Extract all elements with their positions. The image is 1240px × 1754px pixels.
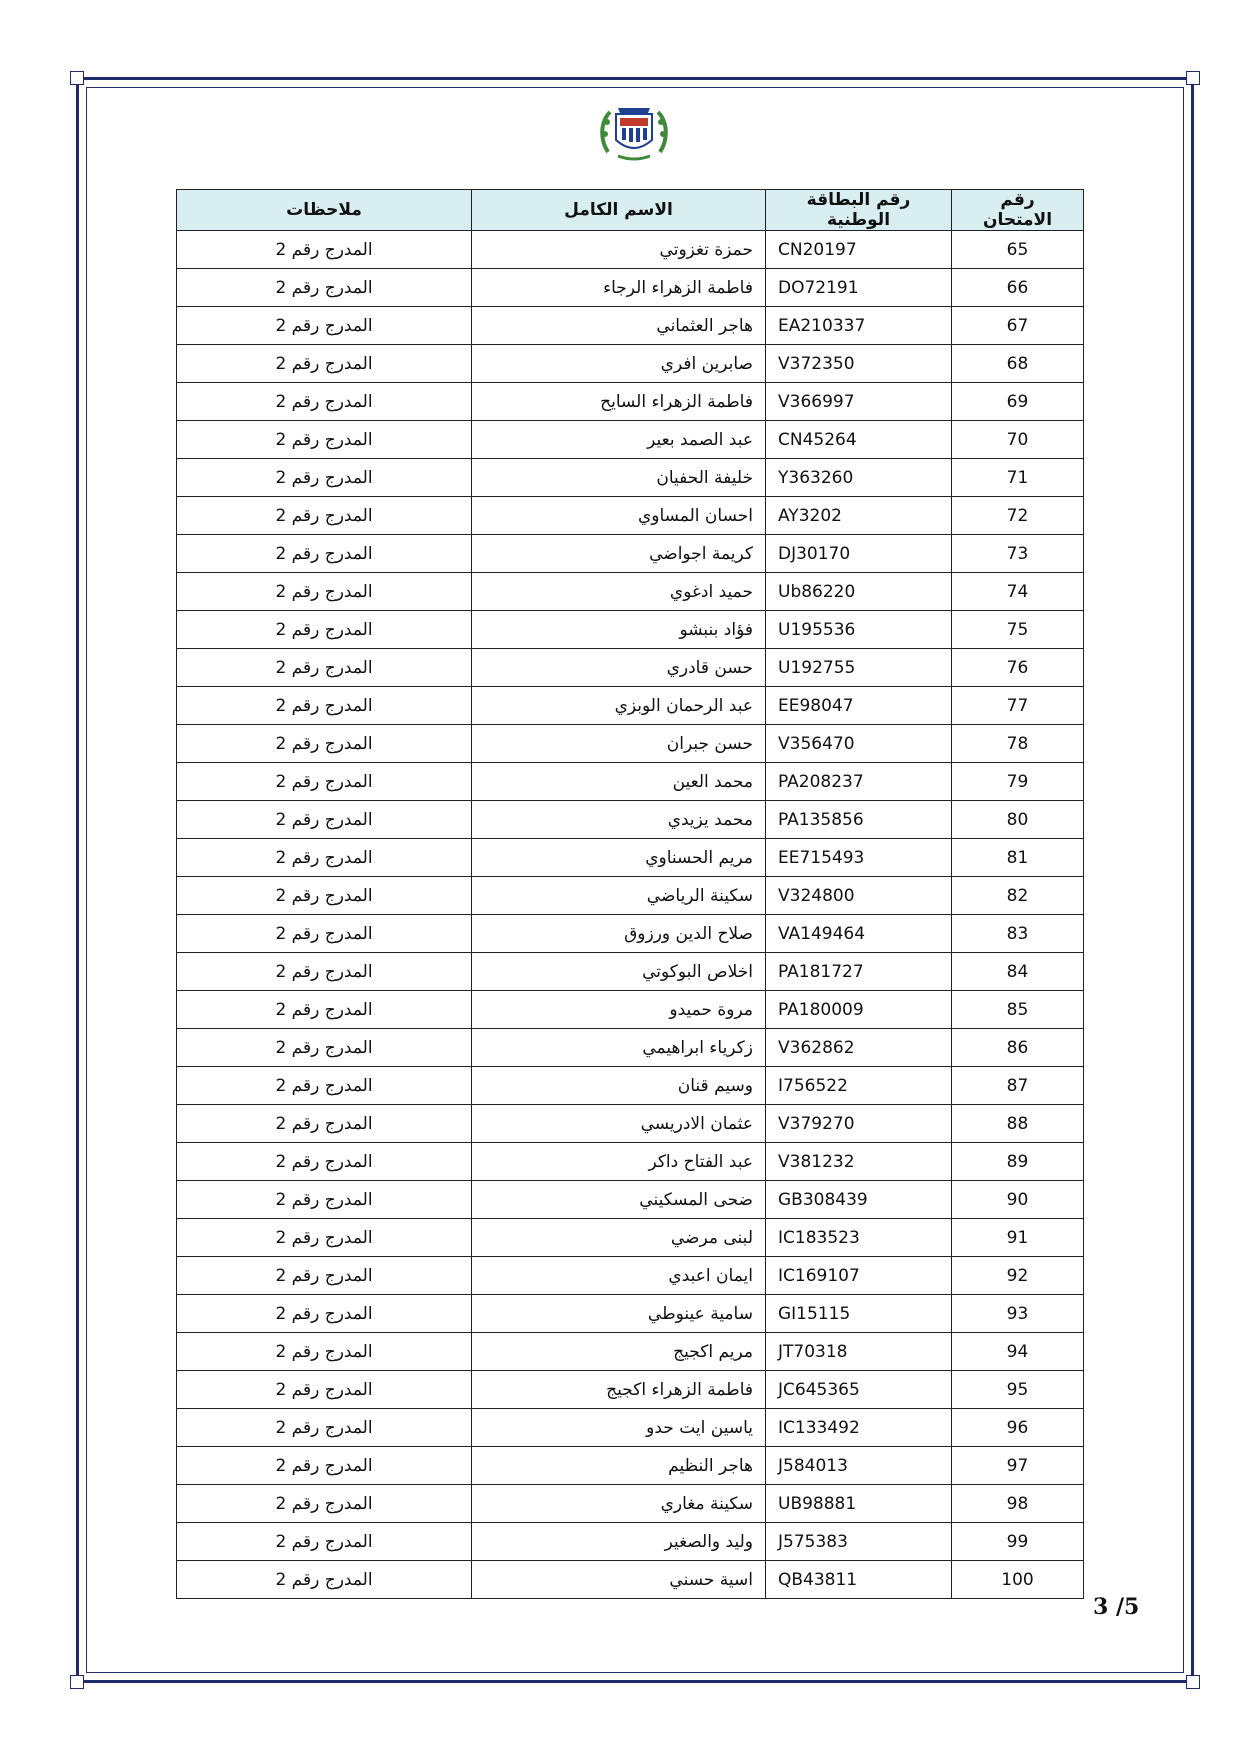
cell-exam-number: 96 (952, 1409, 1084, 1447)
table-row (177, 687, 1084, 725)
table-row (177, 1409, 1084, 1447)
table-row (177, 1371, 1084, 1409)
cell-exam-number: 95 (952, 1371, 1084, 1409)
table-row (177, 573, 1084, 611)
cell-exam-number: 82 (952, 877, 1084, 915)
table-row (177, 1067, 1084, 1105)
table-row (177, 877, 1084, 915)
cell-full-name: زكرياء ابراهيمي (472, 1029, 766, 1067)
cell-notes: المدرج رقم 2 (177, 1143, 472, 1181)
cell-national-id: PA208237 (766, 763, 952, 801)
cell-notes: المدرج رقم 2 (177, 1257, 472, 1295)
cell-notes: المدرج رقم 2 (177, 1295, 472, 1333)
cell-national-id: PA180009 (766, 991, 952, 1029)
cell-exam-number: 68 (952, 345, 1084, 383)
cell-full-name: حميد ادغوي (472, 573, 766, 611)
cell-national-id: CN20197 (766, 231, 952, 269)
cell-exam-number: 66 (952, 269, 1084, 307)
cell-full-name: وسيم قنان (472, 1067, 766, 1105)
cell-notes: المدرج رقم 2 (177, 231, 472, 269)
cell-notes: المدرج رقم 2 (177, 1181, 472, 1219)
table-row (177, 1485, 1084, 1523)
cell-exam-number: 75 (952, 611, 1084, 649)
cell-exam-number: 98 (952, 1485, 1084, 1523)
table-row (177, 1523, 1084, 1561)
cell-notes: المدرج رقم 2 (177, 1029, 472, 1067)
cell-national-id: DO72191 (766, 269, 952, 307)
cell-notes: المدرج رقم 2 (177, 307, 472, 345)
cell-full-name: مروة حميدو (472, 991, 766, 1029)
cell-notes: المدرج رقم 2 (177, 763, 472, 801)
cell-exam-number: 65 (952, 231, 1084, 269)
cell-exam-number: 93 (952, 1295, 1084, 1333)
cell-national-id: Y363260 (766, 459, 952, 497)
cell-notes: المدرج رقم 2 (177, 649, 472, 687)
cell-exam-number: 94 (952, 1333, 1084, 1371)
cell-national-id: UB98881 (766, 1485, 952, 1523)
cell-full-name: احسان المساوي (472, 497, 766, 535)
cell-notes: المدرج رقم 2 (177, 1523, 472, 1561)
table-row (177, 763, 1084, 801)
cell-notes: المدرج رقم 2 (177, 535, 472, 573)
cell-exam-number: 76 (952, 649, 1084, 687)
table-row (177, 1257, 1084, 1295)
cell-notes: المدرج رقم 2 (177, 1067, 472, 1105)
cell-notes: المدرج رقم 2 (177, 839, 472, 877)
cell-notes: المدرج رقم 2 (177, 573, 472, 611)
cell-full-name: هاجر العثماني (472, 307, 766, 345)
cell-national-id: V362862 (766, 1029, 952, 1067)
cell-notes: المدرج رقم 2 (177, 611, 472, 649)
cell-national-id: V366997 (766, 383, 952, 421)
table-row (177, 953, 1084, 991)
cell-exam-number: 67 (952, 307, 1084, 345)
cell-full-name: سامية عينوطي (472, 1295, 766, 1333)
table-row (177, 1561, 1084, 1599)
table-row (177, 1029, 1084, 1067)
table-row (177, 839, 1084, 877)
page-number: 3 /5 (1093, 1594, 1140, 1620)
table-row (177, 1219, 1084, 1257)
header-full-name: الاسم الكامل (472, 190, 766, 231)
cell-exam-number: 81 (952, 839, 1084, 877)
cell-full-name: حسن قادري (472, 649, 766, 687)
cell-national-id: EE98047 (766, 687, 952, 725)
table-row (177, 269, 1084, 307)
table-row (177, 535, 1084, 573)
cell-notes: المدرج رقم 2 (177, 1485, 472, 1523)
cell-exam-number: 92 (952, 1257, 1084, 1295)
cell-notes: المدرج رقم 2 (177, 269, 472, 307)
cell-full-name: مريم الحسناوي (472, 839, 766, 877)
cell-full-name: اخلاص البوكوتي (472, 953, 766, 991)
frame-corner-bottom-right (1186, 1675, 1200, 1689)
frame-corner-bottom-left (70, 1675, 84, 1689)
cell-full-name: صابرين افري (472, 345, 766, 383)
cell-full-name: مريم اكجيج (472, 1333, 766, 1371)
table-row (177, 1333, 1084, 1371)
cell-national-id: V381232 (766, 1143, 952, 1181)
cell-national-id: IC183523 (766, 1219, 952, 1257)
cell-full-name: فاطمة الزهراء اكجيج (472, 1371, 766, 1409)
cell-exam-number: 78 (952, 725, 1084, 763)
header-notes: ملاحظات (177, 190, 472, 231)
table-row (177, 1105, 1084, 1143)
cell-national-id: J575383 (766, 1523, 952, 1561)
cell-exam-number: 73 (952, 535, 1084, 573)
cell-full-name: وليد والصغير (472, 1523, 766, 1561)
cell-national-id: J584013 (766, 1447, 952, 1485)
cell-full-name: عبد الفتاح داكر (472, 1143, 766, 1181)
cell-national-id: V356470 (766, 725, 952, 763)
cell-full-name: محمد يزيدي (472, 801, 766, 839)
table-row (177, 801, 1084, 839)
table-row (177, 307, 1084, 345)
frame-corner-top-left (70, 71, 84, 85)
cell-national-id: IC133492 (766, 1409, 952, 1447)
cell-national-id: PA181727 (766, 953, 952, 991)
cell-notes: المدرج رقم 2 (177, 383, 472, 421)
table-header-row (177, 190, 1084, 231)
frame-corner-top-right (1186, 71, 1200, 85)
cell-national-id: GB308439 (766, 1181, 952, 1219)
table-row (177, 725, 1084, 763)
cell-full-name: عبد الصمد بعير (472, 421, 766, 459)
cell-notes: المدرج رقم 2 (177, 459, 472, 497)
cell-national-id: EA210337 (766, 307, 952, 345)
cell-full-name: حمزة تغزوتي (472, 231, 766, 269)
table-row (177, 1295, 1084, 1333)
cell-notes: المدرج رقم 2 (177, 725, 472, 763)
cell-full-name: فاطمة الزهراء الرجاء (472, 269, 766, 307)
cell-exam-number: 77 (952, 687, 1084, 725)
cell-full-name: سكينة مغاري (472, 1485, 766, 1523)
cell-notes: المدرج رقم 2 (177, 801, 472, 839)
cell-exam-number: 85 (952, 991, 1084, 1029)
cell-full-name: عبد الرحمان الوبزي (472, 687, 766, 725)
cell-full-name: حسن جبران (472, 725, 766, 763)
cell-full-name: لبنى مرضي (472, 1219, 766, 1257)
exam-roster-table (176, 189, 1084, 1599)
cell-national-id: V324800 (766, 877, 952, 915)
cell-exam-number: 90 (952, 1181, 1084, 1219)
cell-exam-number: 89 (952, 1143, 1084, 1181)
table-row (177, 1181, 1084, 1219)
cell-exam-number: 100 (952, 1561, 1084, 1599)
cell-national-id: V372350 (766, 345, 952, 383)
cell-notes: المدرج رقم 2 (177, 345, 472, 383)
cell-notes: المدرج رقم 2 (177, 877, 472, 915)
cell-exam-number: 88 (952, 1105, 1084, 1143)
cell-national-id: CN45264 (766, 421, 952, 459)
table-row (177, 1143, 1084, 1181)
table-row (177, 991, 1084, 1029)
cell-national-id: QB43811 (766, 1561, 952, 1599)
table-row (177, 345, 1084, 383)
cell-exam-number: 74 (952, 573, 1084, 611)
cell-exam-number: 80 (952, 801, 1084, 839)
header-exam-number: رقم الامتحان (952, 190, 1084, 231)
cell-national-id: EE715493 (766, 839, 952, 877)
cell-notes: المدرج رقم 2 (177, 915, 472, 953)
cell-full-name: خليفة الحفيان (472, 459, 766, 497)
cell-full-name: محمد العين (472, 763, 766, 801)
emblem-logo (598, 100, 670, 164)
table-row (177, 421, 1084, 459)
cell-exam-number: 91 (952, 1219, 1084, 1257)
cell-national-id: AY3202 (766, 497, 952, 535)
cell-full-name: عثمان الادريسي (472, 1105, 766, 1143)
cell-full-name: ضحى المسكيني (472, 1181, 766, 1219)
cell-full-name: ياسين ايت حدو (472, 1409, 766, 1447)
cell-full-name: سكينة الرياضي (472, 877, 766, 915)
table-row (177, 459, 1084, 497)
cell-exam-number: 71 (952, 459, 1084, 497)
cell-national-id: V379270 (766, 1105, 952, 1143)
cell-exam-number: 69 (952, 383, 1084, 421)
cell-national-id: JT70318 (766, 1333, 952, 1371)
cell-national-id: Ub86220 (766, 573, 952, 611)
table-row (177, 1447, 1084, 1485)
cell-exam-number: 86 (952, 1029, 1084, 1067)
cell-notes: المدرج رقم 2 (177, 497, 472, 535)
cell-national-id: I756522 (766, 1067, 952, 1105)
cell-national-id: IC169107 (766, 1257, 952, 1295)
table-row (177, 649, 1084, 687)
cell-notes: المدرج رقم 2 (177, 991, 472, 1029)
cell-full-name: فؤاد بنبشو (472, 611, 766, 649)
cell-full-name: اسية حسني (472, 1561, 766, 1599)
cell-full-name: ايمان اعبدي (472, 1257, 766, 1295)
cell-notes: المدرج رقم 2 (177, 1333, 472, 1371)
cell-exam-number: 83 (952, 915, 1084, 953)
cell-national-id: U192755 (766, 649, 952, 687)
cell-notes: المدرج رقم 2 (177, 953, 472, 991)
cell-notes: المدرج رقم 2 (177, 1371, 472, 1409)
cell-exam-number: 79 (952, 763, 1084, 801)
cell-exam-number: 97 (952, 1447, 1084, 1485)
cell-full-name: صلاح الدين ورزوق (472, 915, 766, 953)
cell-exam-number: 84 (952, 953, 1084, 991)
cell-national-id: U195536 (766, 611, 952, 649)
table-row (177, 611, 1084, 649)
table-row (177, 497, 1084, 535)
cell-exam-number: 70 (952, 421, 1084, 459)
cell-national-id: DJ30170 (766, 535, 952, 573)
cell-notes: المدرج رقم 2 (177, 687, 472, 725)
cell-full-name: فاطمة الزهراء السايح (472, 383, 766, 421)
cell-exam-number: 72 (952, 497, 1084, 535)
cell-national-id: VA149464 (766, 915, 952, 953)
cell-notes: المدرج رقم 2 (177, 421, 472, 459)
cell-notes: المدرج رقم 2 (177, 1105, 472, 1143)
cell-notes: المدرج رقم 2 (177, 1409, 472, 1447)
cell-national-id: JC645365 (766, 1371, 952, 1409)
table-row (177, 383, 1084, 421)
cell-exam-number: 87 (952, 1067, 1084, 1105)
cell-notes: المدرج رقم 2 (177, 1219, 472, 1257)
cell-notes: المدرج رقم 2 (177, 1561, 472, 1599)
cell-full-name: هاجر النظيم (472, 1447, 766, 1485)
cell-notes: المدرج رقم 2 (177, 1447, 472, 1485)
table-row (177, 915, 1084, 953)
cell-national-id: PA135856 (766, 801, 952, 839)
header-national-id: رقم البطاقة الوطنية (766, 190, 952, 231)
table-row (177, 231, 1084, 269)
cell-national-id: GI15115 (766, 1295, 952, 1333)
cell-full-name: كريمة اجواضي (472, 535, 766, 573)
cell-exam-number: 99 (952, 1523, 1084, 1561)
